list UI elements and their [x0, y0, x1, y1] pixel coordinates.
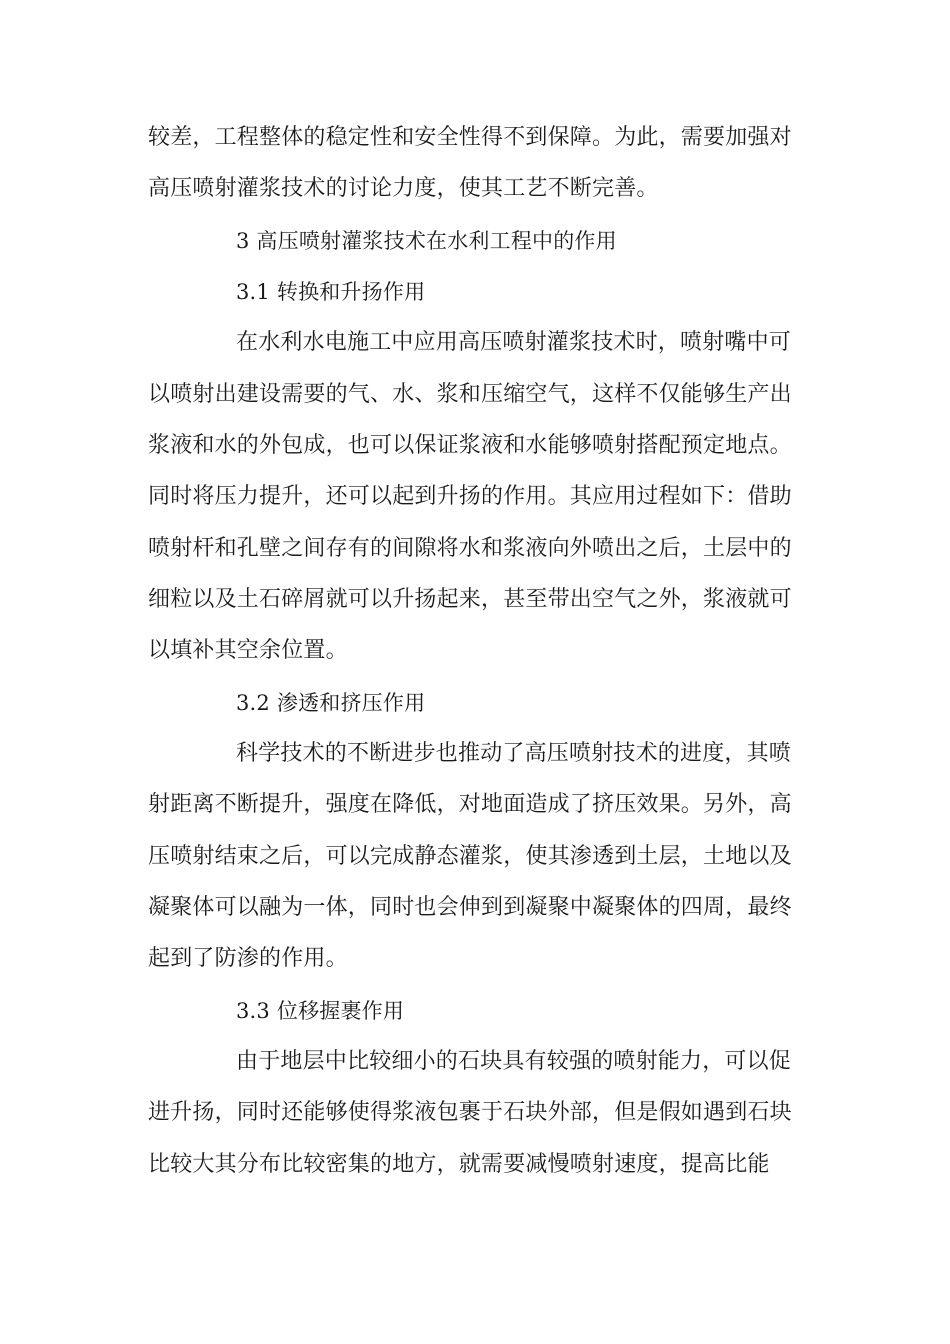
paragraph-line: 起到了防渗的作用。	[148, 946, 348, 971]
paragraph-line: 凝聚体可以融为一体，同时也会伸到到凝聚中凝聚体的四周，最终	[148, 895, 792, 920]
paragraph-line: 在水利水电施工中应用高压喷射灌浆技术时，喷射嘴中可	[236, 330, 792, 355]
section-heading-3-2: 3.2 渗透和挤压作用	[236, 691, 426, 715]
paragraph-line: 射距离不断提升，强度在降低，对地面造成了挤压效果。另外，高	[148, 792, 792, 817]
paragraph-line: 高压喷射灌浆技术的讨论力度，使其工艺不断完善。	[148, 176, 659, 201]
paragraph-line: 以填补其空余位置。	[148, 638, 348, 663]
paragraph-line: 同时将压力提升，还可以起到升扬的作用。其应用过程如下：借助	[148, 484, 792, 509]
paragraph-line: 浆液和水的外包成，也可以保证浆液和水能够喷射搭配预定地点。	[148, 433, 792, 458]
section-heading-3-3: 3.3 位移握裹作用	[236, 999, 405, 1023]
paragraph-line: 比较大其分布比较密集的地方，就需要减慢喷射速度，提高比能	[148, 1152, 770, 1177]
paragraph-line: 压喷射结束之后，可以完成静态灌浆，使其渗透到土层，土地以及	[148, 844, 792, 869]
paragraph-line: 较差，工程整体的稳定性和安全性得不到保障。为此，需要加强对	[148, 125, 792, 150]
paragraph-line: 细粒以及土石碎屑就可以升扬起来，甚至带出空气之外，浆液就可	[148, 587, 792, 612]
paragraph-line: 进升扬，同时还能够使得浆液包裹于石块外部，但是假如遇到石块	[148, 1100, 792, 1125]
paragraph-line: 以喷射出建设需要的气、水、浆和压缩空气，这样不仅能够生产出	[148, 382, 792, 407]
paragraph-line: 科学技术的不断进步也推动了高压喷射技术的进度，其喷	[236, 741, 792, 766]
section-heading-3-1: 3.1 转换和升扬作用	[236, 280, 426, 304]
paragraph-line: 喷射杆和孔壁之间存有的间隙将水和浆液向外喷出之后，土层中的	[148, 536, 792, 561]
paragraph-line: 由于地层中比较细小的石块具有较强的喷射能力，可以促	[236, 1049, 792, 1074]
section-heading-3: 3 高压喷射灌浆技术在水利工程中的作用	[236, 229, 617, 253]
